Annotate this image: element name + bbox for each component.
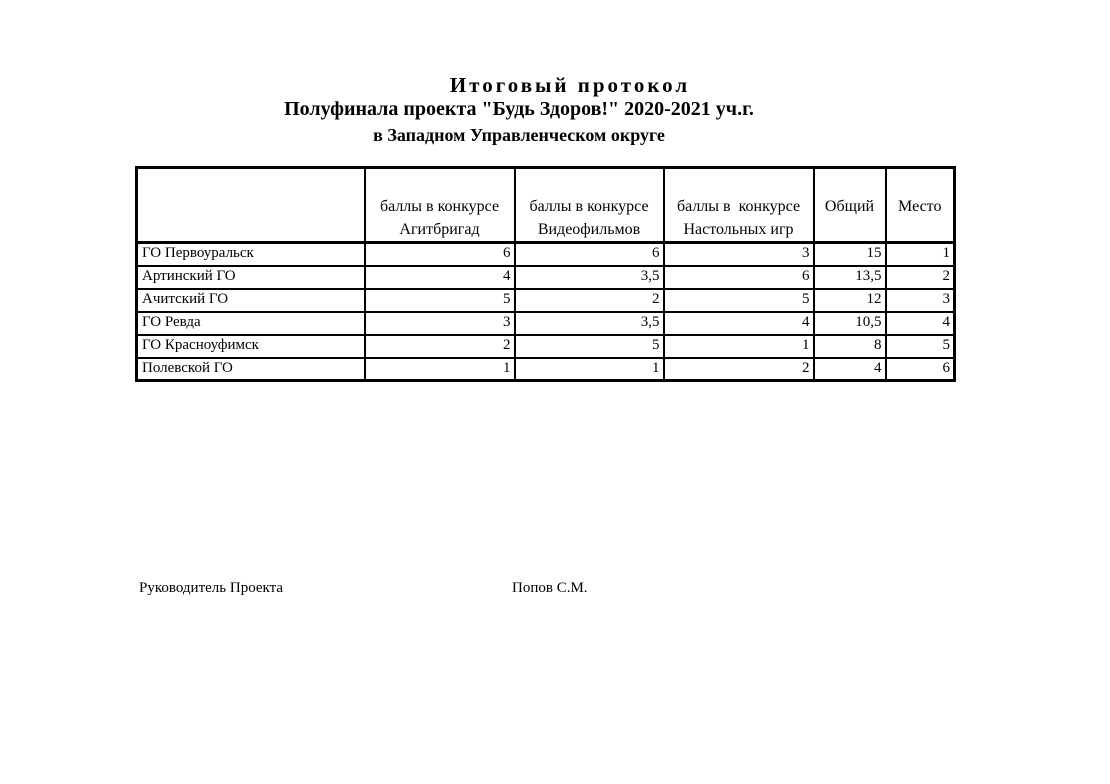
table-row (137, 358, 955, 381)
score-cell: 6 (664, 266, 814, 289)
score-cell: 5 (515, 335, 664, 358)
results-table-body (137, 243, 955, 381)
score-cell: 12 (814, 289, 886, 312)
results-table-header (137, 168, 955, 243)
header-empty-cell (137, 168, 365, 243)
header-boardgames-line2: Настольных игр (683, 221, 794, 238)
score-cell: 6 (365, 243, 515, 266)
district-name-cell: ГО Первоуральск (137, 243, 365, 266)
score-cell: 1 (515, 358, 664, 381)
score-cell: 1 (886, 243, 955, 266)
header-agitbrigades-line1: баллы в конкурсе (379, 198, 500, 215)
district-name-cell: ГО Красноуфимск (137, 335, 365, 358)
score-cell: 2 (664, 358, 814, 381)
score-cell: 4 (814, 358, 886, 381)
score-cell: 13,5 (814, 266, 886, 289)
document-title: Итоговый протокол (449, 73, 691, 97)
score-cell: 4 (886, 312, 955, 335)
header-videos (515, 168, 664, 243)
signature-name-label: Попов С.М. (512, 580, 588, 596)
score-cell: 3 (365, 312, 515, 335)
score-cell: 3 (664, 243, 814, 266)
district-name-cell: ГО Ревда (137, 312, 365, 335)
document-subtitle: Полуфинала проекта "Будь Здоров!" 2020-2021 уч.г. (284, 98, 754, 120)
score-cell: 3,5 (515, 266, 664, 289)
score-cell: 15 (814, 243, 886, 266)
signature-role-label: Руководитель Проекта (139, 580, 284, 596)
score-cell: 3 (886, 289, 955, 312)
score-cell: 6 (515, 243, 664, 266)
score-cell: 4 (365, 266, 515, 289)
table-row (137, 335, 955, 358)
header-agitbrigades (365, 168, 515, 243)
score-cell: 2 (365, 335, 515, 358)
header-videos-line2: Видеофильмов (537, 221, 641, 238)
document-subtitle-district: в Западном Управленческом округе (373, 125, 665, 145)
header-videos-line1: баллы в конкурсе (529, 198, 649, 215)
score-cell: 1 (664, 335, 814, 358)
table-row (137, 243, 955, 266)
score-cell: 4 (664, 312, 814, 335)
score-cell: 1 (365, 358, 515, 381)
score-cell: 5 (365, 289, 515, 312)
table-row (137, 312, 955, 335)
header-boardgames (664, 168, 814, 243)
header-row (137, 168, 955, 243)
score-cell: 3,5 (515, 312, 664, 335)
score-cell: 2 (515, 289, 664, 312)
table-row (137, 266, 955, 289)
header-agitbrigades-line2: Агитбригад (399, 221, 480, 238)
header-place: Место (886, 168, 955, 243)
score-cell: 5 (886, 335, 955, 358)
district-name-cell: Ачитский ГО (137, 289, 365, 312)
district-name-cell: Полевской ГО (137, 358, 365, 381)
score-cell: 6 (886, 358, 955, 381)
header-boardgames-line1: баллы в конкурсе (676, 198, 801, 215)
results-table (135, 166, 956, 382)
score-cell: 10,5 (814, 312, 886, 335)
district-name-cell: Артинский ГО (137, 266, 365, 289)
score-cell: 2 (886, 266, 955, 289)
header-total: Общий (814, 168, 886, 243)
score-cell: 5 (664, 289, 814, 312)
score-cell: 8 (814, 335, 886, 358)
table-row (137, 289, 955, 312)
